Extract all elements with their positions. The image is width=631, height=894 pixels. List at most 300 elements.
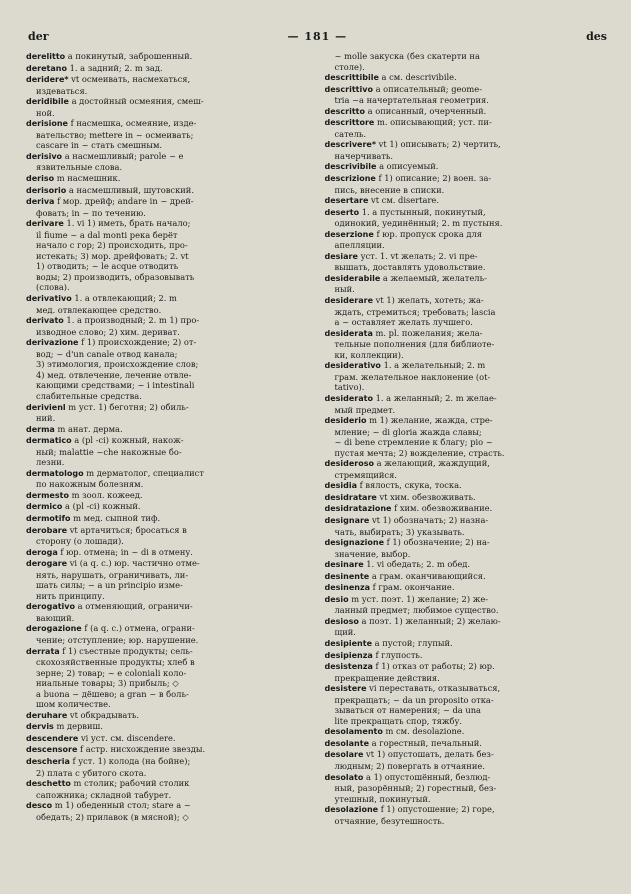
definition-text: a насмешливый, шутовский. [66, 184, 194, 195]
dictionary-line [325, 427, 610, 438]
definition-text: a 1) опустошённый, безлюд- [363, 771, 491, 782]
dictionary-line [26, 790, 311, 801]
dictionary-line [325, 527, 610, 538]
dictionary-line [325, 62, 610, 73]
dictionary-line [26, 130, 311, 141]
definition-text: ждать, стремиться; требовать; lascia [334, 306, 496, 317]
dictionary-line [325, 783, 610, 794]
definition-text: сапожника; складной табурет. [36, 789, 172, 800]
dictionary-line [26, 293, 311, 305]
headword: derivato [26, 316, 64, 326]
definition-text: лезни. [36, 457, 65, 468]
headword: desio [324, 594, 349, 604]
dictionary-line [26, 468, 311, 480]
headword: desertare [324, 196, 369, 206]
definition-text: ~ di bene стремление к благу; pio ~ [334, 437, 493, 448]
dictionary-line [325, 503, 610, 515]
dictionary-line [325, 240, 610, 251]
dictionary-line [26, 315, 311, 327]
definition-text: f глупость. [372, 649, 423, 660]
headword: desolante [324, 738, 369, 748]
dictionary-line [325, 173, 610, 185]
dictionary-line [325, 772, 610, 784]
headword: dermatico [26, 436, 72, 446]
definition-text: прекращение действия. [334, 672, 440, 683]
page-number: — 181 — [287, 30, 348, 43]
definition-text: m. описывающий; уст. пи- [374, 117, 492, 128]
definition-text: m 1) желание, жажда, стре- [366, 415, 493, 426]
definition-text: мый предмет. [334, 404, 396, 415]
definition-text: f астр. нисхождение звезды. [77, 744, 206, 755]
definition-text: ний. [36, 413, 56, 424]
definition-text: вательство; mettere in ~ осмеивать; [36, 129, 194, 140]
definition-text: ~ molle закуска (без скатерти на [334, 51, 480, 61]
headword: derobare [26, 525, 68, 535]
dictionary-line [325, 185, 610, 196]
dictionary-line [26, 689, 311, 700]
dictionary-line [26, 525, 311, 537]
definition-text: 1. a производный; 2. m 1) про- [63, 315, 200, 326]
dictionary-line [325, 594, 610, 606]
dictionary-line [325, 638, 610, 650]
headword: deridere* [26, 75, 69, 85]
definition-text: шом количестве. [36, 699, 111, 710]
definition-text: 1. a пустынный, покинутый, [359, 206, 486, 217]
dictionary-line [325, 448, 610, 459]
headword: desolare [324, 750, 364, 760]
dictionary-line [325, 339, 610, 350]
definition-text: f 1) описание; 2) воен. за- [375, 173, 492, 184]
definition-text: язвительные слова. [36, 162, 123, 173]
headword: dervis [26, 722, 54, 732]
headword: descrittibile [324, 73, 379, 83]
definition-text: a пустой; глупый. [372, 637, 453, 648]
definition-text: пустая мечта; 2) вожделение, страсть. [334, 447, 505, 458]
definition-text: 4) мед. отвлечение, лечение отвле- [36, 369, 192, 380]
headword: dermotifo [26, 513, 71, 523]
definition-text: скохозяйственные продукты; хлеб в [36, 657, 195, 668]
definition-text: слабительные средства. [36, 390, 142, 401]
headword: dermatologo [26, 468, 84, 478]
definition-text: cascare in ~ стать смешным. [36, 140, 163, 151]
definition-text: tria ~a начертательная геометрия. [334, 95, 489, 106]
headword: desideroso [324, 459, 375, 469]
dictionary-line [26, 359, 311, 370]
headword: derrata [26, 646, 60, 656]
dictionary-line [26, 413, 311, 424]
dictionary-line [325, 262, 610, 273]
dictionary-line [325, 84, 610, 96]
left-column [26, 51, 311, 826]
dictionary-line [325, 437, 610, 448]
definition-text: нить принципу. [36, 590, 105, 601]
definition-text: шать силы; ~ a un principio изме- [36, 580, 183, 591]
dictionary-line [26, 74, 311, 86]
dictionary-line [325, 360, 610, 372]
definition-text: m насмешник. [54, 173, 121, 184]
definition-text: ланный предмет; любимое существо. [334, 605, 499, 616]
headword: deriso [26, 174, 55, 184]
dictionary-line [26, 710, 311, 722]
definition-text: сторону (о лошади). [36, 536, 124, 547]
dictionary-line [325, 470, 610, 481]
dictionary-line [325, 804, 610, 816]
headword: desipienza [324, 650, 373, 660]
headword: desiderato [324, 393, 373, 403]
definition-text: a достойный осмеяния, смеш- [68, 96, 204, 107]
headword: deschetto [26, 779, 71, 789]
definition-text: 1. a желательный; 2. m [380, 360, 486, 371]
definition-text: vi уст. см. discendere. [78, 732, 176, 743]
dictionary-line [26, 591, 311, 602]
dictionary-line [26, 513, 311, 525]
dictionary-line [325, 716, 610, 727]
definition-text: чать, выбирать; 3) указывать. [334, 526, 465, 537]
definition-text: m уст. 1) беготня; 2) обиль- [65, 401, 189, 412]
dictionary-line [26, 230, 311, 241]
headword: derogazione [26, 624, 82, 634]
definition-text: m дерматолог, специалист [83, 467, 204, 478]
dictionary-line [26, 447, 311, 458]
definition-text: f мор. дрейф; andare in ~ дрей- [54, 196, 194, 207]
dictionary-line [26, 800, 311, 812]
definition-text: vt обкрадывать. [67, 709, 140, 720]
dictionary-line [26, 402, 311, 414]
dictionary-line [325, 616, 610, 628]
dictionary-line [325, 480, 610, 492]
definition-text: по накожным болезням. [36, 479, 144, 490]
dictionary-line [325, 537, 610, 549]
headword: desistenza [324, 662, 373, 672]
dictionary-line [325, 218, 610, 229]
definition-text: ный. [334, 284, 355, 295]
dictionary-line [26, 657, 311, 668]
definition-text: a описанный, очерченный. [365, 105, 487, 116]
definition-text: воды; 2) производить, образовывать [36, 271, 195, 282]
definition-text: 3) этимология, происхождение слов; [36, 359, 199, 370]
dictionary-line [26, 623, 311, 635]
dictionary-line [325, 129, 610, 140]
definition-text: f вялость, скука, тоска. [357, 480, 462, 491]
definition-text: f 1) обозначение; 2) на- [384, 537, 490, 548]
definition-text: мед. отвлекающее средство. [36, 304, 162, 315]
definition-text: vt артачиться; бросаться в [67, 524, 187, 535]
dictionary-line [26, 108, 311, 119]
dictionary-line [26, 501, 311, 513]
definition-text: одинокий, уединённый; 2. m пустыня. [334, 218, 503, 229]
dictionary-line [325, 405, 610, 416]
definition-text: a грам. оканчивающийся. [369, 570, 486, 581]
definition-text: m столик; рабочий столик [70, 778, 190, 789]
dictionary-line [325, 582, 610, 594]
dictionary-line [325, 761, 610, 772]
definition-text: f юр. пропуск срока для [373, 228, 483, 239]
headword: derelitto [26, 52, 66, 61]
dictionary-line [26, 162, 311, 173]
definition-text: vt 1) опустошать, делать без- [363, 749, 494, 760]
dictionary-line [26, 699, 311, 710]
definition-text: m зоол. кожеед. [68, 489, 143, 500]
definition-text: vt 1) желать, хотеть; жа- [373, 295, 484, 306]
dictionary-line [26, 812, 311, 823]
headword: derma [26, 424, 55, 434]
dictionary-line [325, 571, 610, 583]
definition-text: f хим. обезвоживание. [391, 503, 493, 514]
definition-text: апелляции. [334, 240, 385, 251]
headword: derogativo [26, 602, 75, 612]
definition-text: уст. 1. vt желать; 2. vi пре- [357, 250, 478, 261]
definition-text: a см. descrivibile. [378, 72, 457, 83]
headword: desinenza [324, 583, 371, 593]
dictionary-line [26, 424, 311, 436]
dictionary-line [325, 95, 610, 106]
headword: desiderio [324, 416, 367, 426]
definition-text: f грам. окончание. [370, 582, 455, 593]
headword: desinare [324, 560, 364, 570]
dictionary-line [325, 816, 610, 827]
dictionary-line [26, 490, 311, 502]
definition-text: зываться от намерения; ~ da una [334, 705, 481, 716]
dictionary-line [26, 218, 311, 230]
dictionary-line [325, 605, 610, 616]
definition-text: il fiume ~ a dal monti река берёт [36, 229, 178, 240]
headword: descritto [324, 106, 365, 116]
dictionary-line [26, 635, 311, 646]
definition-text: начерчивать. [334, 150, 394, 161]
headword: derivare [26, 219, 64, 229]
definition-text: начало с гор; 2) происходить, про- [36, 240, 188, 251]
definition-text: a (pl -ci) кожный, накож- [71, 435, 184, 446]
definition-text: f 1) опустошение; 2) горе, [378, 804, 495, 815]
headword: designare [324, 515, 370, 525]
definition-text: ный, разорённый; 2) горестный, без- [334, 783, 497, 794]
definition-text: стремящийся. [334, 469, 397, 480]
definition-text: тельные пополнения (для библиоте- [334, 339, 495, 350]
dictionary-line [325, 229, 610, 241]
dictionary-line [26, 435, 311, 447]
dictionary-line [26, 756, 311, 768]
headword: desioso [324, 616, 359, 626]
definition-text: m мед. сыпной тиф. [70, 512, 161, 523]
dictionary-line [325, 627, 610, 638]
headword: desidratazione [324, 504, 392, 514]
headword: desco [26, 801, 53, 811]
headword: deserzione [324, 229, 374, 239]
dictionary-line [325, 317, 610, 328]
headword: desolato [324, 772, 364, 782]
definition-text: издеваться. [36, 85, 88, 96]
definition-text: m анат. дерма. [54, 423, 123, 434]
right-column [325, 51, 610, 826]
dictionary-line [26, 580, 311, 591]
definition-text: мление; ~ di gloria жажда славы; [334, 426, 482, 437]
definition-text: a желаемый, желатель- [380, 272, 487, 283]
dictionary-line [325, 117, 610, 129]
dictionary-line [26, 272, 311, 283]
headword: desidratare [324, 492, 377, 502]
headword: dermesto [26, 490, 69, 500]
dictionary-line [325, 307, 610, 318]
dictionary-line [26, 646, 311, 658]
definition-text: f (a q. c.) отмена, ограни- [81, 623, 195, 634]
definition-text: a насмешливый; parole ~ е [62, 150, 184, 161]
dictionary-line [26, 457, 311, 468]
definition-text: значение, выбор. [334, 548, 411, 559]
definition-text: столе). [334, 61, 365, 72]
definition-text: a buona ~ дёшево; a gran ~ в боль- [36, 688, 189, 699]
headword: deretano [26, 63, 67, 73]
dictionary-line [325, 72, 610, 84]
dictionary-line [26, 570, 311, 581]
headword: derivazione [26, 338, 79, 348]
definition-text: вод; ~ d'un canale отвод канала; [36, 348, 178, 359]
dictionary-line [26, 305, 311, 316]
dictionary-line [26, 601, 311, 613]
definition-text: прекращать; ~ da un proposito отка- [334, 694, 494, 705]
dictionary-line [325, 382, 610, 393]
dictionary-line [26, 196, 311, 208]
dictionary-line [26, 370, 311, 381]
definition-text: 1. a задний; 2. m зад. [66, 62, 163, 73]
definition-text: vt 1) обозначать; 2) назна- [369, 514, 489, 525]
dictionary-line [26, 96, 311, 108]
dictionary-line [325, 559, 610, 571]
dictionary-line [26, 86, 311, 97]
dictionary-line [325, 738, 610, 750]
headword: dermico [26, 502, 63, 512]
dictionary-line [325, 106, 610, 118]
dictionary-line [325, 415, 610, 427]
dictionary-line [26, 668, 311, 679]
definition-text: m 1) обеденный стол; stare a ~ [52, 800, 191, 811]
dictionary-line [26, 208, 311, 219]
definition-text: m. pl. пожелания; жела- [372, 327, 483, 338]
dictionary-line [26, 768, 311, 779]
dictionary-line [325, 705, 610, 716]
dictionary-line [325, 195, 610, 207]
dictionary-line [26, 536, 311, 547]
dictionary-line [26, 51, 311, 63]
dictionary-line [26, 118, 311, 130]
headword: descensore [26, 745, 78, 755]
definition-text: 1. a желанный; 2. m желае- [372, 392, 497, 403]
definition-text: обедать; 2) прилавок (в мясной); ◇ [36, 811, 189, 822]
dictionary-line [26, 251, 311, 262]
definition-text: a горестный, печальный. [369, 737, 482, 748]
headword: derivienl [26, 402, 66, 412]
definition-text: сатель. [334, 128, 367, 139]
definition-text: пись, внесение в списки. [334, 184, 445, 195]
headword: desinente [324, 571, 370, 581]
definition-text: зерне; 2) товар; ~ e coloniali коло- [36, 667, 187, 678]
definition-text: изводное слово; 2) хим. дериват. [36, 326, 180, 337]
dictionary-line [26, 337, 311, 349]
definition-text: людным; 2) повергать в отчаяние. [334, 761, 485, 771]
dictionary-line [26, 547, 311, 559]
dictionary-line [26, 282, 311, 293]
dictionary-line [325, 393, 610, 405]
headword: derisivo [26, 151, 63, 161]
dictionary-line [325, 328, 610, 340]
definition-text: a описуемый. [376, 161, 439, 172]
headword: desiderabile [324, 273, 381, 283]
definition-text: фовать; in ~ по течению. [36, 207, 146, 218]
dictionary-line [325, 251, 610, 263]
headword: desiare [324, 251, 358, 261]
dictionary-line [26, 733, 311, 745]
definition-text: истекать; 3) мор. дрейфовать; 2. vt [36, 250, 189, 261]
dictionary-line [26, 240, 311, 251]
dictionary-line [26, 140, 311, 151]
dictionary-line [26, 479, 311, 490]
dictionary-line [325, 492, 610, 504]
headword: desistere [324, 684, 367, 694]
definition-text: a покинутый, заброшенный. [65, 51, 193, 61]
dictionary-line [26, 151, 311, 163]
header-right-guide-word: des [586, 30, 607, 43]
dictionary-line [325, 549, 610, 560]
definition-text: утешный, покинутый. [334, 793, 431, 804]
definition-text: f юр. отмена; in ~ di в отмену. [57, 546, 193, 557]
definition-text: вающий. [36, 612, 75, 623]
headword: descrivere* [324, 140, 377, 150]
definition-text: f 1) происхождение; 2) от- [78, 337, 197, 348]
dictionary-line [325, 749, 610, 761]
dictionary-line [325, 295, 610, 307]
dictionary-line [325, 726, 610, 738]
headword: derisorio [26, 185, 67, 195]
headword: derisione [26, 119, 68, 129]
headword: descrizione [324, 174, 376, 184]
dictionary-line [325, 458, 610, 470]
headword: desidia [324, 481, 358, 491]
dictionary-line [325, 372, 610, 383]
headword: desolazione [324, 805, 379, 815]
definition-text: tativo). [334, 382, 365, 393]
headword: deruhare [26, 710, 68, 720]
headword: descrittivo [324, 84, 373, 94]
dictionary-line [325, 273, 610, 285]
dictionary-line [26, 613, 311, 624]
dictionary-line [26, 380, 311, 391]
dictionary-line [325, 515, 610, 527]
dictionary-line [325, 673, 610, 684]
definition-text: a поэт. 1) желанный; 2) желаю- [358, 615, 501, 626]
dictionary-line [26, 173, 311, 185]
definition-text: 1. a отвлекающий; 2. m [71, 293, 177, 304]
definition-text: щий. [334, 627, 356, 638]
headword: deserto [324, 207, 360, 217]
definition-text: f насмешка, осмеяние, изде- [67, 118, 197, 129]
headword: descrivibile [324, 162, 377, 172]
dictionary-line [325, 161, 610, 173]
definition-text: m см. desolazione. [382, 726, 465, 737]
dictionary-line [325, 661, 610, 673]
dictionary-line [26, 721, 311, 733]
definition-text: f 1) съестные продукты; сель- [59, 645, 193, 656]
definition-text: vt см. disertare. [368, 195, 439, 206]
headword: derivativo [26, 294, 72, 304]
dictionary-line [325, 151, 610, 162]
definition-text: a отменяющий, ограничи- [75, 601, 193, 612]
headword: descendere [26, 733, 79, 743]
headword: desolamento [324, 727, 383, 737]
dictionary-line [26, 349, 311, 360]
definition-text: a ~ оставляет желать лучшего. [334, 317, 473, 328]
definition-text: 2) плата с убитого скота. [36, 767, 147, 778]
definition-text: vi переставать, отказываться, [366, 683, 501, 694]
definition-text: f уст. 1) колода (на бойне); [69, 756, 191, 766]
